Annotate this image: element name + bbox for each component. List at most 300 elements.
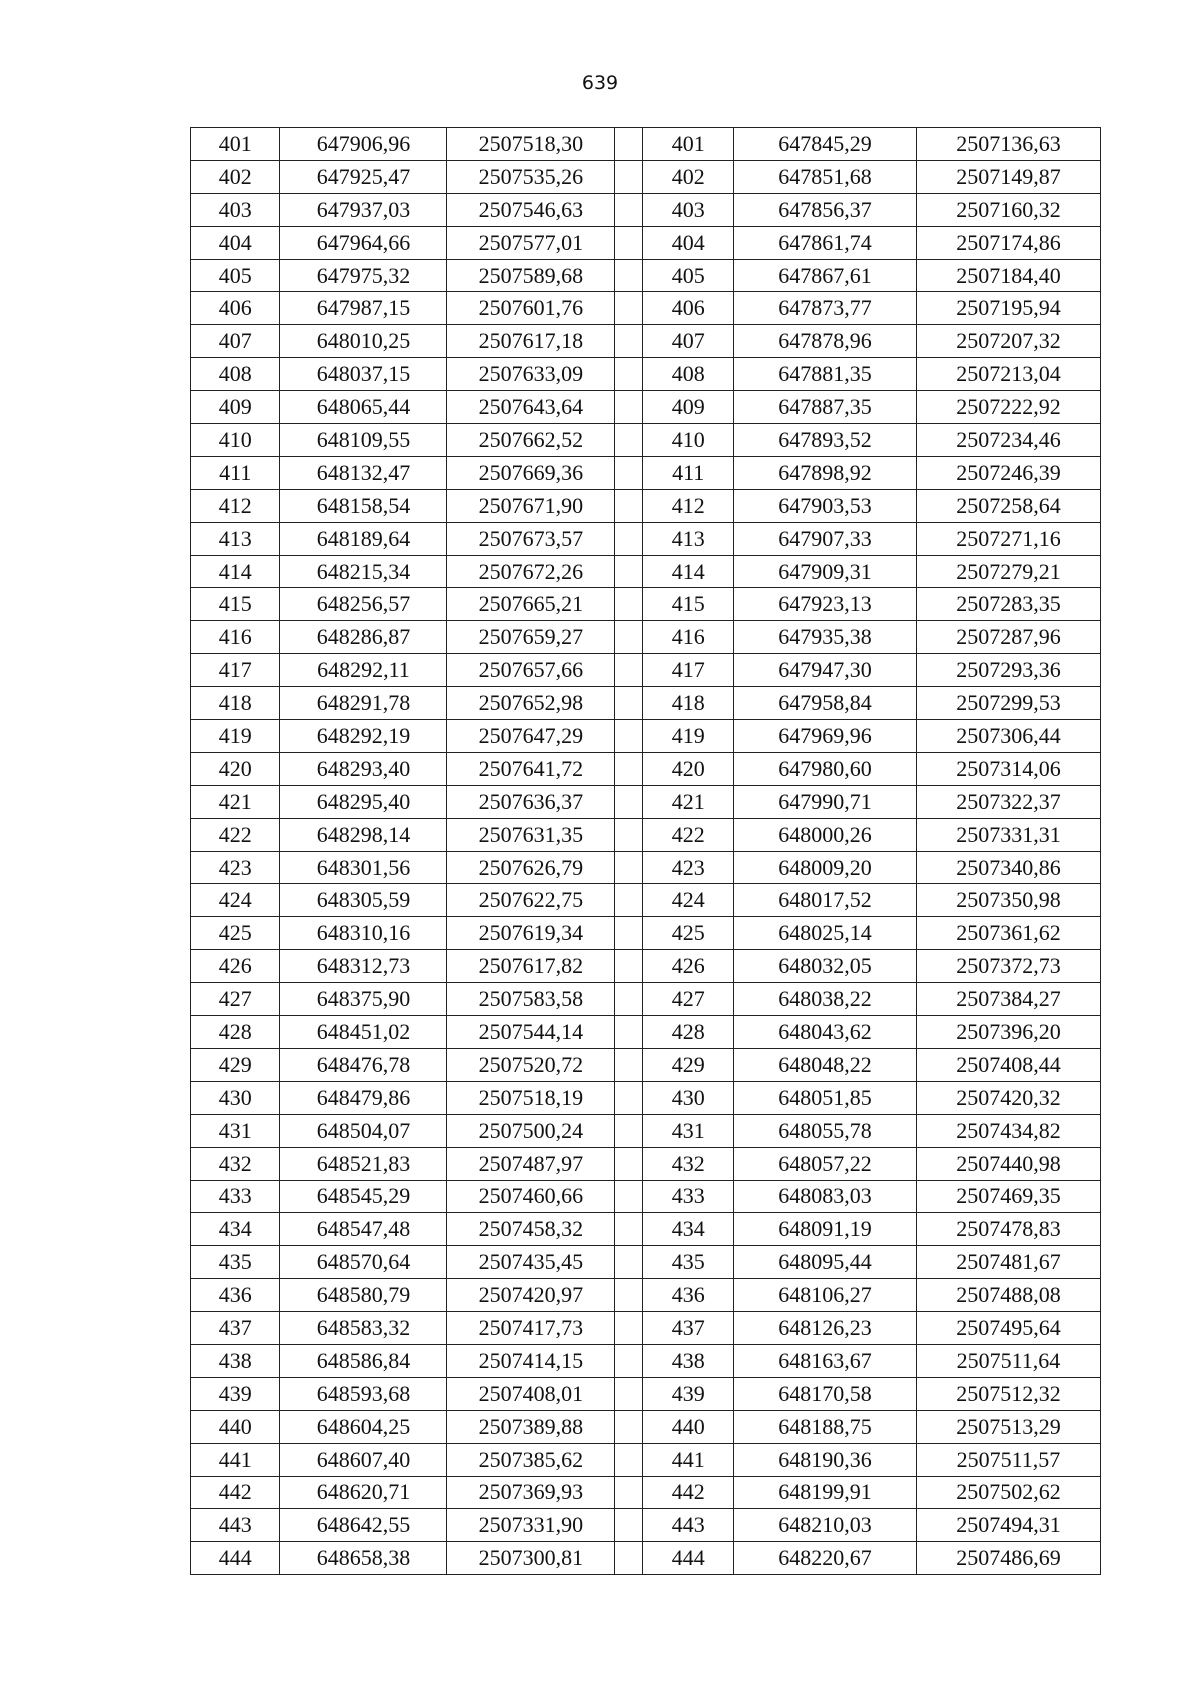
point-number-left: 432: [191, 1147, 280, 1180]
table-row: [191, 752, 1101, 785]
y-coordinate-right: 2507420,32: [916, 1081, 1100, 1114]
point-number-right: 438: [643, 1344, 733, 1377]
x-coordinate-right: 647861,74: [733, 226, 916, 259]
y-coordinate-left: 2507544,14: [447, 1016, 615, 1049]
point-number-right: 423: [643, 851, 733, 884]
x-coordinate-left: 648658,38: [280, 1542, 447, 1575]
spacer-cell: [615, 325, 643, 358]
x-coordinate-right: 648009,20: [733, 851, 916, 884]
x-coordinate-right: 647881,35: [733, 358, 916, 391]
y-coordinate-left: 2507652,98: [447, 687, 615, 720]
spacer-cell: [615, 1147, 643, 1180]
point-number-left: 429: [191, 1048, 280, 1081]
x-coordinate-right: 648163,67: [733, 1344, 916, 1377]
x-coordinate-right: 648032,05: [733, 950, 916, 983]
point-number-left: 441: [191, 1443, 280, 1476]
y-coordinate-right: 2507469,35: [916, 1180, 1100, 1213]
table-row: [191, 851, 1101, 884]
spacer-cell: [615, 720, 643, 753]
y-coordinate-right: 2507271,16: [916, 522, 1100, 555]
point-number-right: 412: [643, 489, 733, 522]
y-coordinate-left: 2507518,19: [447, 1081, 615, 1114]
y-coordinate-right: 2507350,98: [916, 884, 1100, 917]
y-coordinate-left: 2507369,93: [447, 1476, 615, 1509]
y-coordinate-left: 2507546,63: [447, 193, 615, 226]
x-coordinate-left: 648607,40: [280, 1443, 447, 1476]
x-coordinate-right: 648083,03: [733, 1180, 916, 1213]
point-number-right: 411: [643, 456, 733, 489]
x-coordinate-left: 648037,15: [280, 358, 447, 391]
y-coordinate-right: 2507478,83: [916, 1213, 1100, 1246]
y-coordinate-right: 2507287,96: [916, 621, 1100, 654]
table-row: [191, 884, 1101, 917]
point-number-right: 426: [643, 950, 733, 983]
point-number-right: 424: [643, 884, 733, 917]
spacer-cell: [615, 1344, 643, 1377]
point-number-left: 422: [191, 818, 280, 851]
table-row: [191, 720, 1101, 753]
table-row: [191, 128, 1101, 161]
y-coordinate-right: 2507322,37: [916, 785, 1100, 818]
table-row: [191, 687, 1101, 720]
x-coordinate-left: 648065,44: [280, 391, 447, 424]
table-row: [191, 1147, 1101, 1180]
y-coordinate-right: 2507222,92: [916, 391, 1100, 424]
point-number-right: 421: [643, 785, 733, 818]
spacer-cell: [615, 456, 643, 489]
point-number-left: 409: [191, 391, 280, 424]
x-coordinate-right: 648095,44: [733, 1246, 916, 1279]
x-coordinate-right: 648190,36: [733, 1443, 916, 1476]
point-number-right: 434: [643, 1213, 733, 1246]
x-coordinate-left: 648570,64: [280, 1246, 447, 1279]
spacer-cell: [615, 259, 643, 292]
y-coordinate-right: 2507149,87: [916, 160, 1100, 193]
x-coordinate-left: 648109,55: [280, 424, 447, 457]
table-row: [191, 950, 1101, 983]
x-coordinate-right: 647845,29: [733, 128, 916, 161]
point-number-right: 428: [643, 1016, 733, 1049]
y-coordinate-right: 2507299,53: [916, 687, 1100, 720]
point-number-left: 443: [191, 1509, 280, 1542]
spacer-cell: [615, 391, 643, 424]
y-coordinate-left: 2507622,75: [447, 884, 615, 917]
spacer-cell: [615, 1081, 643, 1114]
spacer-cell: [615, 917, 643, 950]
point-number-right: 425: [643, 917, 733, 950]
y-coordinate-right: 2507511,64: [916, 1344, 1100, 1377]
point-number-right: 408: [643, 358, 733, 391]
point-number-left: 419: [191, 720, 280, 753]
table-row: [191, 391, 1101, 424]
point-number-right: 417: [643, 654, 733, 687]
point-number-left: 412: [191, 489, 280, 522]
x-coordinate-right: 648038,22: [733, 983, 916, 1016]
y-coordinate-left: 2507669,36: [447, 456, 615, 489]
spacer-cell: [615, 621, 643, 654]
y-coordinate-right: 2507434,82: [916, 1114, 1100, 1147]
spacer-cell: [615, 1016, 643, 1049]
spacer-cell: [615, 1279, 643, 1312]
spacer-cell: [615, 818, 643, 851]
y-coordinate-right: 2507314,06: [916, 752, 1100, 785]
table-row: [191, 522, 1101, 555]
x-coordinate-left: 647975,32: [280, 259, 447, 292]
point-number-left: 421: [191, 785, 280, 818]
point-number-left: 426: [191, 950, 280, 983]
table-row: [191, 1443, 1101, 1476]
point-number-left: 424: [191, 884, 280, 917]
x-coordinate-right: 647923,13: [733, 588, 916, 621]
x-coordinate-right: 648017,52: [733, 884, 916, 917]
x-coordinate-left: 648545,29: [280, 1180, 447, 1213]
point-number-right: 437: [643, 1312, 733, 1345]
y-coordinate-right: 2507512,32: [916, 1377, 1100, 1410]
table-row: [191, 424, 1101, 457]
x-coordinate-left: 648292,19: [280, 720, 447, 753]
x-coordinate-left: 648620,71: [280, 1476, 447, 1509]
y-coordinate-right: 2507372,73: [916, 950, 1100, 983]
point-number-left: 439: [191, 1377, 280, 1410]
y-coordinate-left: 2507601,76: [447, 292, 615, 325]
x-coordinate-left: 648583,32: [280, 1312, 447, 1345]
point-number-right: 419: [643, 720, 733, 753]
spacer-cell: [615, 128, 643, 161]
x-coordinate-right: 648048,22: [733, 1048, 916, 1081]
x-coordinate-left: 648586,84: [280, 1344, 447, 1377]
table-row: [191, 489, 1101, 522]
y-coordinate-left: 2507417,73: [447, 1312, 615, 1345]
spacer-cell: [615, 1180, 643, 1213]
spacer-cell: [615, 1443, 643, 1476]
x-coordinate-right: 648126,23: [733, 1312, 916, 1345]
x-coordinate-right: 647893,52: [733, 424, 916, 457]
y-coordinate-right: 2507331,31: [916, 818, 1100, 851]
x-coordinate-left: 648375,90: [280, 983, 447, 1016]
table-row: [191, 1509, 1101, 1542]
point-number-right: 440: [643, 1410, 733, 1443]
page-number: 639: [581, 72, 619, 94]
point-number-left: 414: [191, 555, 280, 588]
table-row: [191, 259, 1101, 292]
table-row: [191, 1410, 1101, 1443]
point-number-left: 440: [191, 1410, 280, 1443]
table-row: [191, 1312, 1101, 1345]
spacer-cell: [615, 1476, 643, 1509]
spacer-cell: [615, 1048, 643, 1081]
y-coordinate-right: 2507306,44: [916, 720, 1100, 753]
point-number-right: 403: [643, 193, 733, 226]
table-row: [191, 1081, 1101, 1114]
point-number-left: 437: [191, 1312, 280, 1345]
x-coordinate-right: 648091,19: [733, 1213, 916, 1246]
point-number-right: 431: [643, 1114, 733, 1147]
spacer-cell: [615, 193, 643, 226]
table-row: [191, 193, 1101, 226]
spacer-cell: [615, 1246, 643, 1279]
y-coordinate-right: 2507408,44: [916, 1048, 1100, 1081]
spacer-cell: [615, 983, 643, 1016]
y-coordinate-right: 2507207,32: [916, 325, 1100, 358]
y-coordinate-left: 2507300,81: [447, 1542, 615, 1575]
y-coordinate-left: 2507647,29: [447, 720, 615, 753]
point-number-right: 420: [643, 752, 733, 785]
y-coordinate-right: 2507174,86: [916, 226, 1100, 259]
point-number-right: 415: [643, 588, 733, 621]
x-coordinate-right: 648025,14: [733, 917, 916, 950]
point-number-right: 404: [643, 226, 733, 259]
point-number-left: 403: [191, 193, 280, 226]
point-number-left: 427: [191, 983, 280, 1016]
y-coordinate-left: 2507520,72: [447, 1048, 615, 1081]
point-number-left: 425: [191, 917, 280, 950]
spacer-cell: [615, 950, 643, 983]
x-coordinate-left: 648305,59: [280, 884, 447, 917]
y-coordinate-right: 2507440,98: [916, 1147, 1100, 1180]
x-coordinate-right: 647969,96: [733, 720, 916, 753]
point-number-left: 408: [191, 358, 280, 391]
y-coordinate-left: 2507619,34: [447, 917, 615, 950]
spacer-cell: [615, 1410, 643, 1443]
spacer-cell: [615, 1542, 643, 1575]
x-coordinate-left: 648256,57: [280, 588, 447, 621]
y-coordinate-right: 2507486,69: [916, 1542, 1100, 1575]
x-coordinate-right: 647873,77: [733, 292, 916, 325]
y-coordinate-left: 2507577,01: [447, 226, 615, 259]
point-number-right: 422: [643, 818, 733, 851]
x-coordinate-right: 648106,27: [733, 1279, 916, 1312]
x-coordinate-left: 647937,03: [280, 193, 447, 226]
x-coordinate-left: 648451,02: [280, 1016, 447, 1049]
table-row: [191, 325, 1101, 358]
table-row: [191, 1377, 1101, 1410]
x-coordinate-right: 647878,96: [733, 325, 916, 358]
y-coordinate-left: 2507385,62: [447, 1443, 615, 1476]
x-coordinate-left: 647925,47: [280, 160, 447, 193]
x-coordinate-left: 648132,47: [280, 456, 447, 489]
point-number-right: 409: [643, 391, 733, 424]
point-number-right: 427: [643, 983, 733, 1016]
point-number-right: 441: [643, 1443, 733, 1476]
point-number-right: 432: [643, 1147, 733, 1180]
spacer-cell: [615, 1114, 643, 1147]
point-number-right: 401: [643, 128, 733, 161]
y-coordinate-right: 2507184,40: [916, 259, 1100, 292]
y-coordinate-right: 2507494,31: [916, 1509, 1100, 1542]
spacer-cell: [615, 884, 643, 917]
table-row: [191, 456, 1101, 489]
point-number-left: 436: [191, 1279, 280, 1312]
y-coordinate-left: 2507487,97: [447, 1147, 615, 1180]
coordinates-table-body: [191, 128, 1101, 1575]
point-number-right: 413: [643, 522, 733, 555]
x-coordinate-left: 648293,40: [280, 752, 447, 785]
point-number-right: 418: [643, 687, 733, 720]
table-row: [191, 1279, 1101, 1312]
table-row: [191, 1344, 1101, 1377]
x-coordinate-right: 647887,35: [733, 391, 916, 424]
y-coordinate-left: 2507420,97: [447, 1279, 615, 1312]
x-coordinate-left: 648298,14: [280, 818, 447, 851]
x-coordinate-left: 648010,25: [280, 325, 447, 358]
point-number-right: 416: [643, 621, 733, 654]
x-coordinate-left: 648521,83: [280, 1147, 447, 1180]
y-coordinate-left: 2507626,79: [447, 851, 615, 884]
table-row: [191, 1048, 1101, 1081]
point-number-left: 401: [191, 128, 280, 161]
y-coordinate-left: 2507389,88: [447, 1410, 615, 1443]
x-coordinate-right: 648043,62: [733, 1016, 916, 1049]
table-row: [191, 785, 1101, 818]
y-coordinate-right: 2507340,86: [916, 851, 1100, 884]
spacer-cell: [615, 292, 643, 325]
x-coordinate-right: 648220,67: [733, 1542, 916, 1575]
table-row: [191, 1246, 1101, 1279]
x-coordinate-left: 648291,78: [280, 687, 447, 720]
spacer-cell: [615, 1213, 643, 1246]
spacer-cell: [615, 654, 643, 687]
x-coordinate-right: 648051,85: [733, 1081, 916, 1114]
x-coordinate-left: 647964,66: [280, 226, 447, 259]
y-coordinate-right: 2507136,63: [916, 128, 1100, 161]
table-row: [191, 226, 1101, 259]
table-row: [191, 917, 1101, 950]
point-number-right: 439: [643, 1377, 733, 1410]
point-number-left: 423: [191, 851, 280, 884]
spacer-cell: [615, 588, 643, 621]
table-row: [191, 621, 1101, 654]
spacer-cell: [615, 1509, 643, 1542]
x-coordinate-right: 648170,58: [733, 1377, 916, 1410]
y-coordinate-left: 2507583,58: [447, 983, 615, 1016]
x-coordinate-left: 648479,86: [280, 1081, 447, 1114]
table-row: [191, 555, 1101, 588]
x-coordinate-left: 648215,34: [280, 555, 447, 588]
x-coordinate-left: 648547,48: [280, 1213, 447, 1246]
x-coordinate-right: 647856,37: [733, 193, 916, 226]
x-coordinate-left: 648642,55: [280, 1509, 447, 1542]
y-coordinate-right: 2507293,36: [916, 654, 1100, 687]
spacer-cell: [615, 358, 643, 391]
x-coordinate-right: 648210,03: [733, 1509, 916, 1542]
point-number-right: 410: [643, 424, 733, 457]
y-coordinate-left: 2507408,01: [447, 1377, 615, 1410]
point-number-left: 438: [191, 1344, 280, 1377]
x-coordinate-right: 648057,22: [733, 1147, 916, 1180]
point-number-right: 443: [643, 1509, 733, 1542]
coordinates-table: [190, 127, 1101, 1575]
x-coordinate-left: 648286,87: [280, 621, 447, 654]
y-coordinate-left: 2507518,30: [447, 128, 615, 161]
y-coordinate-left: 2507671,90: [447, 489, 615, 522]
y-coordinate-right: 2507258,64: [916, 489, 1100, 522]
x-coordinate-left: 648312,73: [280, 950, 447, 983]
y-coordinate-left: 2507535,26: [447, 160, 615, 193]
point-number-right: 444: [643, 1542, 733, 1575]
y-coordinate-right: 2507195,94: [916, 292, 1100, 325]
y-coordinate-right: 2507234,46: [916, 424, 1100, 457]
table-row: [191, 1180, 1101, 1213]
y-coordinate-right: 2507396,20: [916, 1016, 1100, 1049]
point-number-right: 407: [643, 325, 733, 358]
x-coordinate-right: 647947,30: [733, 654, 916, 687]
table-row: [191, 1016, 1101, 1049]
y-coordinate-right: 2507279,21: [916, 555, 1100, 588]
x-coordinate-left: 648158,54: [280, 489, 447, 522]
spacer-cell: [615, 489, 643, 522]
x-coordinate-left: 648295,40: [280, 785, 447, 818]
point-number-left: 444: [191, 1542, 280, 1575]
y-coordinate-left: 2507617,82: [447, 950, 615, 983]
point-number-right: 429: [643, 1048, 733, 1081]
x-coordinate-left: 648580,79: [280, 1279, 447, 1312]
x-coordinate-right: 647898,92: [733, 456, 916, 489]
y-coordinate-left: 2507331,90: [447, 1509, 615, 1542]
spacer-cell: [615, 1312, 643, 1345]
x-coordinate-right: 648055,78: [733, 1114, 916, 1147]
spacer-cell: [615, 160, 643, 193]
point-number-left: 413: [191, 522, 280, 555]
point-number-left: 417: [191, 654, 280, 687]
y-coordinate-left: 2507460,66: [447, 1180, 615, 1213]
point-number-left: 435: [191, 1246, 280, 1279]
y-coordinate-right: 2507495,64: [916, 1312, 1100, 1345]
table-row: [191, 358, 1101, 391]
y-coordinate-left: 2507636,37: [447, 785, 615, 818]
point-number-left: 404: [191, 226, 280, 259]
x-coordinate-left: 647906,96: [280, 128, 447, 161]
x-coordinate-right: 647958,84: [733, 687, 916, 720]
y-coordinate-right: 2507283,35: [916, 588, 1100, 621]
spacer-cell: [615, 687, 643, 720]
x-coordinate-right: 648188,75: [733, 1410, 916, 1443]
point-number-left: 428: [191, 1016, 280, 1049]
x-coordinate-right: 648000,26: [733, 818, 916, 851]
spacer-cell: [615, 851, 643, 884]
y-coordinate-left: 2507435,45: [447, 1246, 615, 1279]
point-number-right: 436: [643, 1279, 733, 1312]
x-coordinate-right: 647903,53: [733, 489, 916, 522]
x-coordinate-left: 648476,78: [280, 1048, 447, 1081]
point-number-left: 442: [191, 1476, 280, 1509]
point-number-left: 410: [191, 424, 280, 457]
spacer-cell: [615, 555, 643, 588]
point-number-left: 405: [191, 259, 280, 292]
point-number-left: 418: [191, 687, 280, 720]
y-coordinate-left: 2507659,27: [447, 621, 615, 654]
point-number-right: 433: [643, 1180, 733, 1213]
y-coordinate-right: 2507481,67: [916, 1246, 1100, 1279]
point-number-right: 414: [643, 555, 733, 588]
y-coordinate-right: 2507246,39: [916, 456, 1100, 489]
table-row: [191, 654, 1101, 687]
point-number-left: 406: [191, 292, 280, 325]
spacer-cell: [615, 522, 643, 555]
point-number-left: 434: [191, 1213, 280, 1246]
point-number-left: 416: [191, 621, 280, 654]
point-number-left: 431: [191, 1114, 280, 1147]
y-coordinate-left: 2507662,52: [447, 424, 615, 457]
table-row: [191, 983, 1101, 1016]
point-number-right: 405: [643, 259, 733, 292]
spacer-cell: [615, 785, 643, 818]
spacer-cell: [615, 752, 643, 785]
spacer-cell: [615, 424, 643, 457]
y-coordinate-right: 2507384,27: [916, 983, 1100, 1016]
x-coordinate-right: 647867,61: [733, 259, 916, 292]
point-number-left: 411: [191, 456, 280, 489]
y-coordinate-left: 2507673,57: [447, 522, 615, 555]
